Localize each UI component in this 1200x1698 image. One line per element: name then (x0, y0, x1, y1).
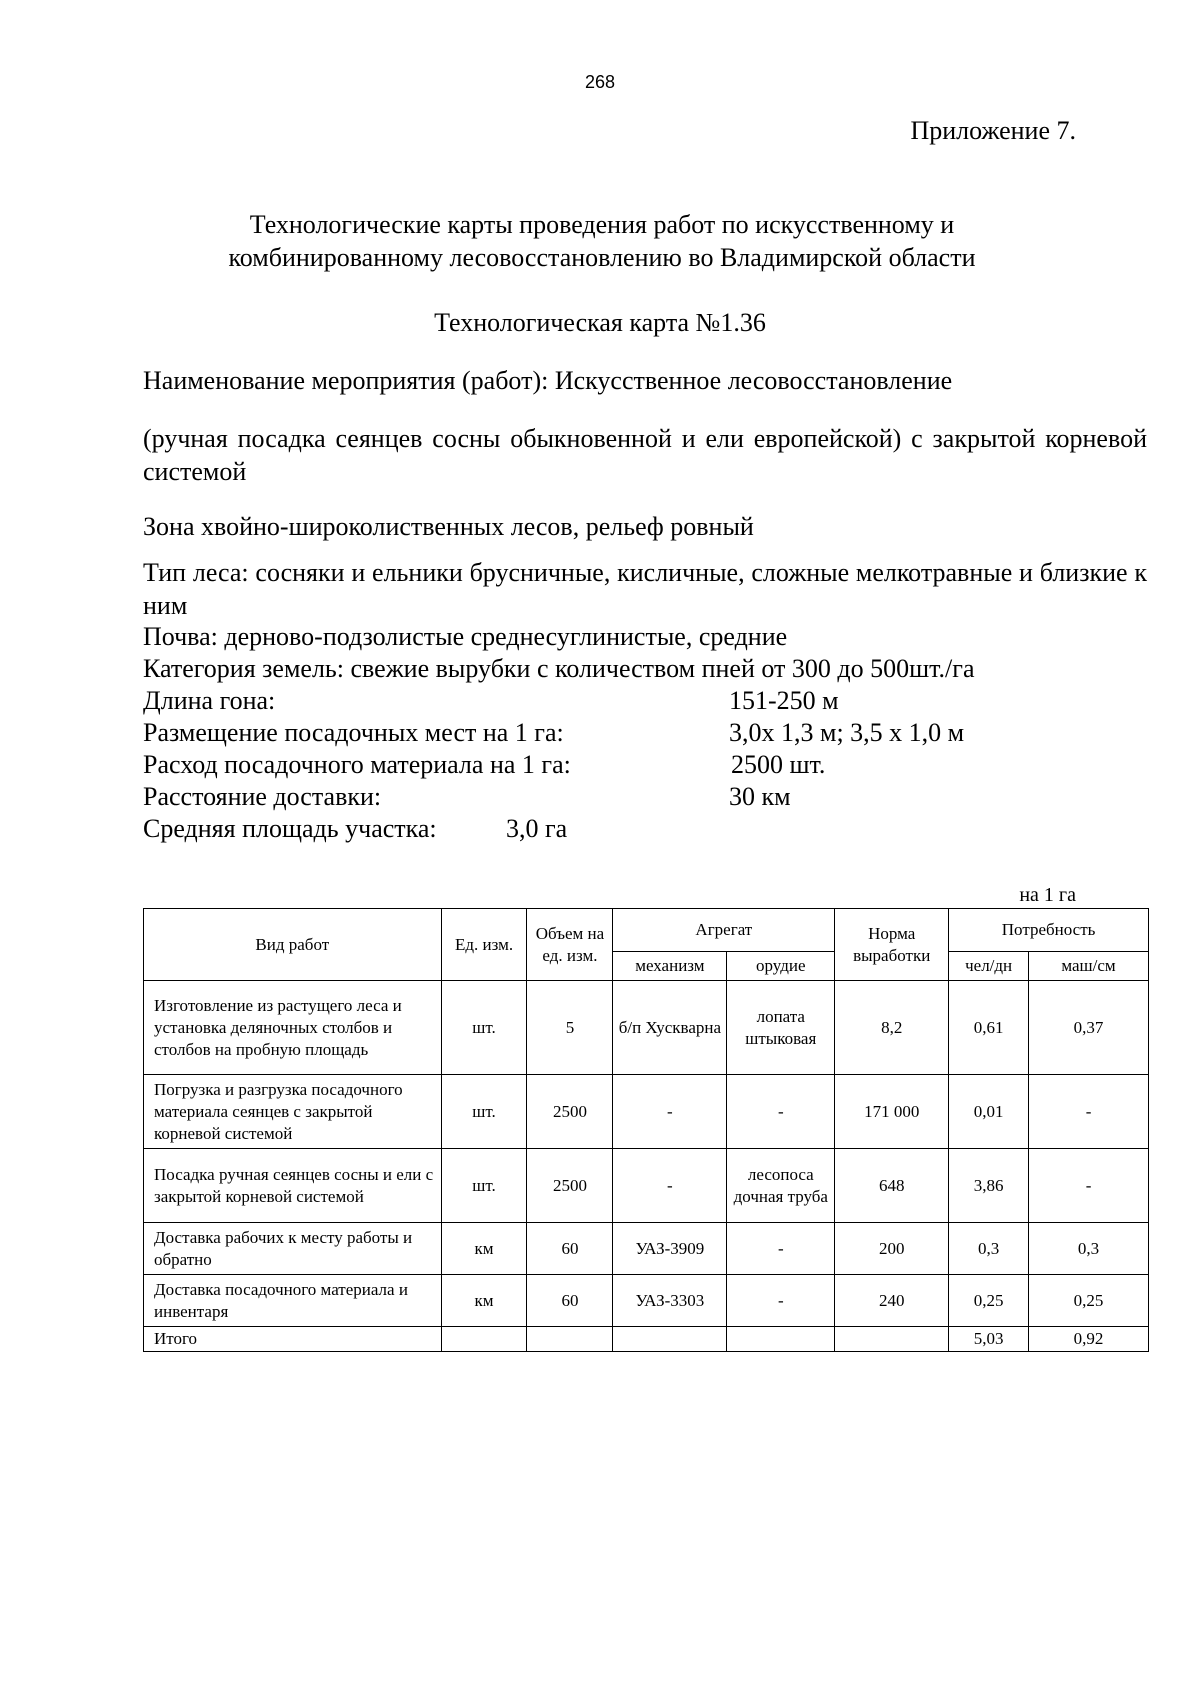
cell-man-days: 0,61 (949, 981, 1029, 1075)
header-need: Потребность (949, 909, 1149, 952)
total-empty-cell (527, 1327, 613, 1352)
param-value-material: 2500 шт. (731, 750, 826, 779)
cell-machine-shifts: - (1029, 1149, 1149, 1223)
activity-name: Наименование мероприятия (работ): Искусственное лесовосстановление (143, 366, 953, 395)
cell-man-days: 0,01 (949, 1075, 1029, 1149)
param-label-distance: Расстояние доставки: (143, 782, 382, 811)
cell-norm: 240 (835, 1275, 949, 1327)
total-label: Итого (144, 1327, 442, 1352)
cell-man-days: 0,25 (949, 1275, 1029, 1327)
works-table (143, 908, 1149, 1352)
cell-machine-shifts: 0,3 (1029, 1223, 1149, 1275)
cell-work: Доставка рабочих к месту работы и обратно (144, 1223, 442, 1275)
cell-man-days: 0,3 (949, 1223, 1029, 1275)
cell-unit: шт. (441, 1075, 527, 1149)
cell-norm: 200 (835, 1223, 949, 1275)
cell-mechanism: - (613, 1075, 727, 1149)
header-norm: Норма выработки (835, 909, 949, 981)
cell-tool: - (727, 1223, 835, 1275)
cell-man-days: 3,86 (949, 1149, 1029, 1223)
cell-mechanism: УАЗ-3909 (613, 1223, 727, 1275)
total-row (144, 1327, 1149, 1352)
table-row (144, 1223, 1149, 1275)
cell-machine-shifts: - (1029, 1075, 1149, 1149)
cell-unit: км (441, 1275, 527, 1327)
zone-text: Зона хвойно-широколиственных лесов, рельеф ровный (143, 512, 754, 541)
param-value-placement: 3,0х 1,3 м; 3,5 х 1,0 м (729, 718, 965, 747)
avg-area-value: 3,0 га (506, 814, 568, 843)
cell-unit: шт. (441, 1149, 527, 1223)
cell-work: Изготовление из растущего леса и установка деляночных столбов и столбов на пробную площадь (144, 981, 442, 1075)
cell-mechanism: - (613, 1149, 727, 1223)
cell-norm: 8,2 (835, 981, 949, 1075)
total-empty-cell (441, 1327, 527, 1352)
cell-mechanism: УАЗ-3303 (613, 1275, 727, 1327)
cell-volume: 2500 (527, 1075, 613, 1149)
title-line-2: комбинированному лесовосстановлению во Владимирской области (228, 243, 976, 272)
header-aggregate: Агрегат (613, 909, 835, 952)
table-row (144, 1275, 1149, 1327)
cell-tool: - (727, 1075, 835, 1149)
table-row (144, 1075, 1149, 1149)
header-volume: Объем на ед. изм. (527, 909, 613, 981)
total-empty-cell (727, 1327, 835, 1352)
param-value-length: 151-250 м (729, 686, 839, 715)
total-empty-cell (613, 1327, 727, 1352)
table-row (144, 981, 1149, 1075)
cell-norm: 648 (835, 1149, 949, 1223)
table-row (144, 1149, 1149, 1223)
cell-volume: 5 (527, 981, 613, 1075)
page-number: 268 (584, 72, 616, 92)
cell-tool: - (727, 1275, 835, 1327)
param-label-placement: Размещение посадочных мест на 1 га: (143, 718, 564, 747)
cell-volume: 60 (527, 1275, 613, 1327)
appendix-label: Приложение 7. (910, 116, 1076, 145)
cell-mechanism: б/п Хускварна (613, 981, 727, 1075)
forest-type: Тип леса: сосняки и ельники брусничные, кисличные, сложные мелкотравные и близкие к ним (143, 558, 1147, 620)
header-tool: орудие (727, 952, 835, 981)
cell-work: Посадка ручная сеянцев сосны и ели с закрытой корневой системой (144, 1149, 442, 1223)
cell-norm: 171 000 (835, 1075, 949, 1149)
header-mechanism: механизм (613, 952, 727, 981)
cell-work: Доставка посадочного материала и инвентаря (144, 1275, 442, 1327)
header-man-days: чел/дн (949, 952, 1029, 981)
cell-machine-shifts: 0,37 (1029, 981, 1149, 1075)
cell-tool: лесопоса дочная труба (727, 1149, 835, 1223)
card-title: Технологическая карта №1.36 (434, 308, 766, 337)
header-machine-shifts: маш/см (1029, 952, 1149, 981)
cell-unit: км (441, 1223, 527, 1275)
cell-tool: лопата штыковая (727, 981, 835, 1075)
title-line-1: Технологические карты проведения работ по искусственному и (249, 210, 955, 239)
param-label-length: Длина гона: (143, 686, 276, 715)
unit-note: на 1 га (1019, 884, 1076, 906)
header-unit: Ед. изм. (441, 909, 527, 981)
cell-machine-shifts: 0,25 (1029, 1275, 1149, 1327)
cell-volume: 60 (527, 1223, 613, 1275)
param-value-distance: 30 км (729, 782, 791, 811)
soil-text: Почва: дерново-подзолистые среднесуглинистые, средние (143, 622, 788, 651)
document-title (142, 208, 1062, 274)
header-work-type: Вид работ (144, 909, 442, 981)
cell-volume: 2500 (527, 1149, 613, 1223)
total-machine-shifts: 0,92 (1029, 1327, 1149, 1352)
cell-unit: шт. (441, 981, 527, 1075)
total-man-days: 5,03 (949, 1327, 1029, 1352)
cell-work: Погрузка и разгрузка посадочного материала сеянцев с закрытой корневой системой (144, 1075, 442, 1149)
avg-area-label: Средняя площадь участка: (143, 814, 437, 843)
activity-detail: (ручная посадка сеянцев сосны обыкновенной и ели европейской) с закрытой корневой системой (143, 424, 1147, 486)
total-empty-cell (835, 1327, 949, 1352)
land-category: Категория земель: свежие вырубки с количеством пней от 300 до 500шт./га (143, 654, 975, 683)
param-label-material: Расход посадочного материала на 1 га: (143, 750, 571, 779)
